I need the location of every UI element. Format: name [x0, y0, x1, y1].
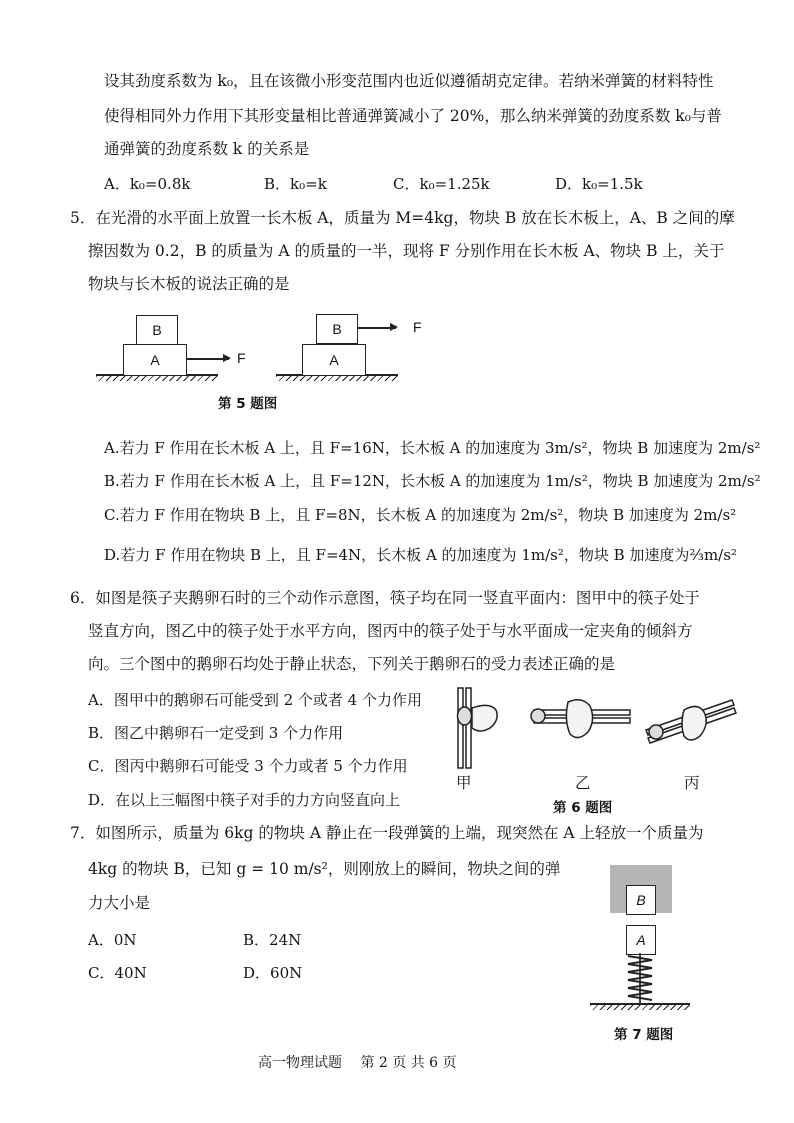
q7-line-2: 4kg 的物块 B，已知 g = 10 m/s²，则刚放上的瞬间，物块之间的弹: [88, 860, 561, 878]
chopsticks-vertical: [458, 688, 498, 768]
board-a-label: A: [329, 352, 339, 368]
ground-hatch: [96, 376, 218, 381]
chopsticks-illustration: [450, 686, 740, 772]
q5-figure-caption: 第 5 题图: [218, 396, 278, 412]
q6-option-b: B．图乙中鹅卵石一定受到 3 个力作用: [88, 724, 344, 742]
q6-option-c: C．图丙中鹅卵石可能受 3 个力或者 5 个力作用: [88, 757, 408, 775]
chopsticks-inclined: [646, 700, 736, 743]
figure-label-jia: 甲: [456, 774, 472, 792]
q4-option-a: A．k₀=0.8k: [104, 175, 191, 193]
q4-line-2: 使得相同外力作用下其形变量相比普通弹簧减小了 20%，那么纳米弹簧的劲度系数 k₀与普: [104, 107, 722, 125]
q5-line-2: 擦因数为 0.2，B 的质量为 A 的质量的一半，现将 F 分别作用在长木板 A、物块 B 上，关于: [88, 242, 725, 260]
block-b: [136, 315, 178, 345]
force-label: F: [413, 319, 422, 335]
page-footer: 高一物理试题 第 2 页 共 6 页: [258, 1055, 457, 1071]
q7-line-3: 力大小是: [88, 894, 151, 912]
q6-option-a: A．图甲中的鹅卵石可能受到 2 个或者 4 个力作用: [88, 691, 422, 709]
block-a-label: A: [636, 932, 646, 948]
q4-option-c: C．k₀=1.25k: [393, 175, 490, 193]
q6-figure-caption: 第 6 题图: [553, 800, 613, 816]
q6-line-2: 竖直方向，图乙中的筷子处于水平方向，图丙中的筷子处于与水平面成一定夹角的倾斜方: [88, 622, 693, 640]
q5-option-d: D.若力 F 作用在物块 B 上，且 F=4N，长木板 A 的加速度为 1m/s²，物块 B 加速度为⅔m/s²: [104, 546, 737, 564]
q6-line-3: 向。三个图中的鹅卵石均处于静止状态，下列关于鹅卵石的受力表述正确的是: [88, 655, 616, 673]
board-a-label: A: [150, 352, 160, 368]
q4-option-d: D．k₀=1.5k: [555, 175, 643, 193]
block-b-label: B: [636, 892, 646, 908]
q7-option-a: A．0N: [88, 931, 137, 949]
q5-line-3: 物块与长木板的说法正确的是: [88, 275, 290, 293]
force-arrow-on-a: [187, 358, 229, 360]
q6-line-1: 6．如图是筷子夹鹅卵石时的三个动作示意图，筷子均在同一竖直平面内：图甲中的筷子处于: [70, 589, 700, 607]
q7-option-b: B．24N: [243, 931, 302, 949]
q5-option-b: B.若力 F 作用在长木板 A 上，且 F=12N，长木板 A 的加速度为 1m/s²，物块 B 加速度为 2m/s²: [104, 472, 761, 490]
q6-option-d: D．在以上三幅图中筷子对手的力方向竖直向上: [88, 791, 401, 809]
board-a: [302, 344, 366, 376]
block-b-label: B: [332, 321, 342, 337]
q4-line-3: 通弹簧的劲度系数 k 的关系是: [104, 140, 310, 158]
q5-option-a: A.若力 F 作用在长木板 A 上，且 F=16N，长木板 A 的加速度为 3m/s²，物块 B 加速度为 2m/s²: [104, 439, 761, 457]
block-b: [316, 314, 358, 344]
force-arrow-on-b: [358, 327, 396, 329]
force-label: F: [237, 350, 246, 366]
block-b-label: B: [152, 322, 162, 338]
q7-option-d: D．60N: [243, 964, 303, 982]
ground-hatch: [590, 1005, 690, 1010]
q7-line-1: 7．如图所示，质量为 6kg 的物块 A 静止在一段弹簧的上端，现突然在 A 上轻放一个质量为: [70, 824, 704, 842]
block-a: [626, 925, 656, 955]
board-a: [123, 344, 187, 376]
block-b: [626, 885, 656, 915]
figure-label-yi: 乙: [575, 774, 591, 792]
q4-line-1: 设其劲度系数为 k₀，且在该微小形变范围内也近似遵循胡克定律。若纳米弹簧的材料特性: [104, 72, 714, 90]
chopsticks-horizontal: [531, 700, 630, 738]
q7-option-c: C．40N: [88, 964, 147, 982]
q4-option-b: B．k₀=k: [264, 175, 327, 193]
ground-hatch: [276, 376, 398, 381]
q7-figure-caption: 第 7 题图: [614, 1027, 674, 1043]
q5-line-1: 5．在光滑的水平面上放置一长木板 A，质量为 M=4kg，物块 B 放在长木板上，A、B 之间的摩: [70, 209, 735, 227]
spring-icon: [620, 953, 660, 1003]
figure-label-bing: 丙: [684, 774, 700, 792]
q5-option-c: C.若力 F 作用在物块 B 上，且 F=8N，长木板 A 的加速度为 2m/s²，物块 B 加速度为 2m/s²: [104, 506, 737, 524]
